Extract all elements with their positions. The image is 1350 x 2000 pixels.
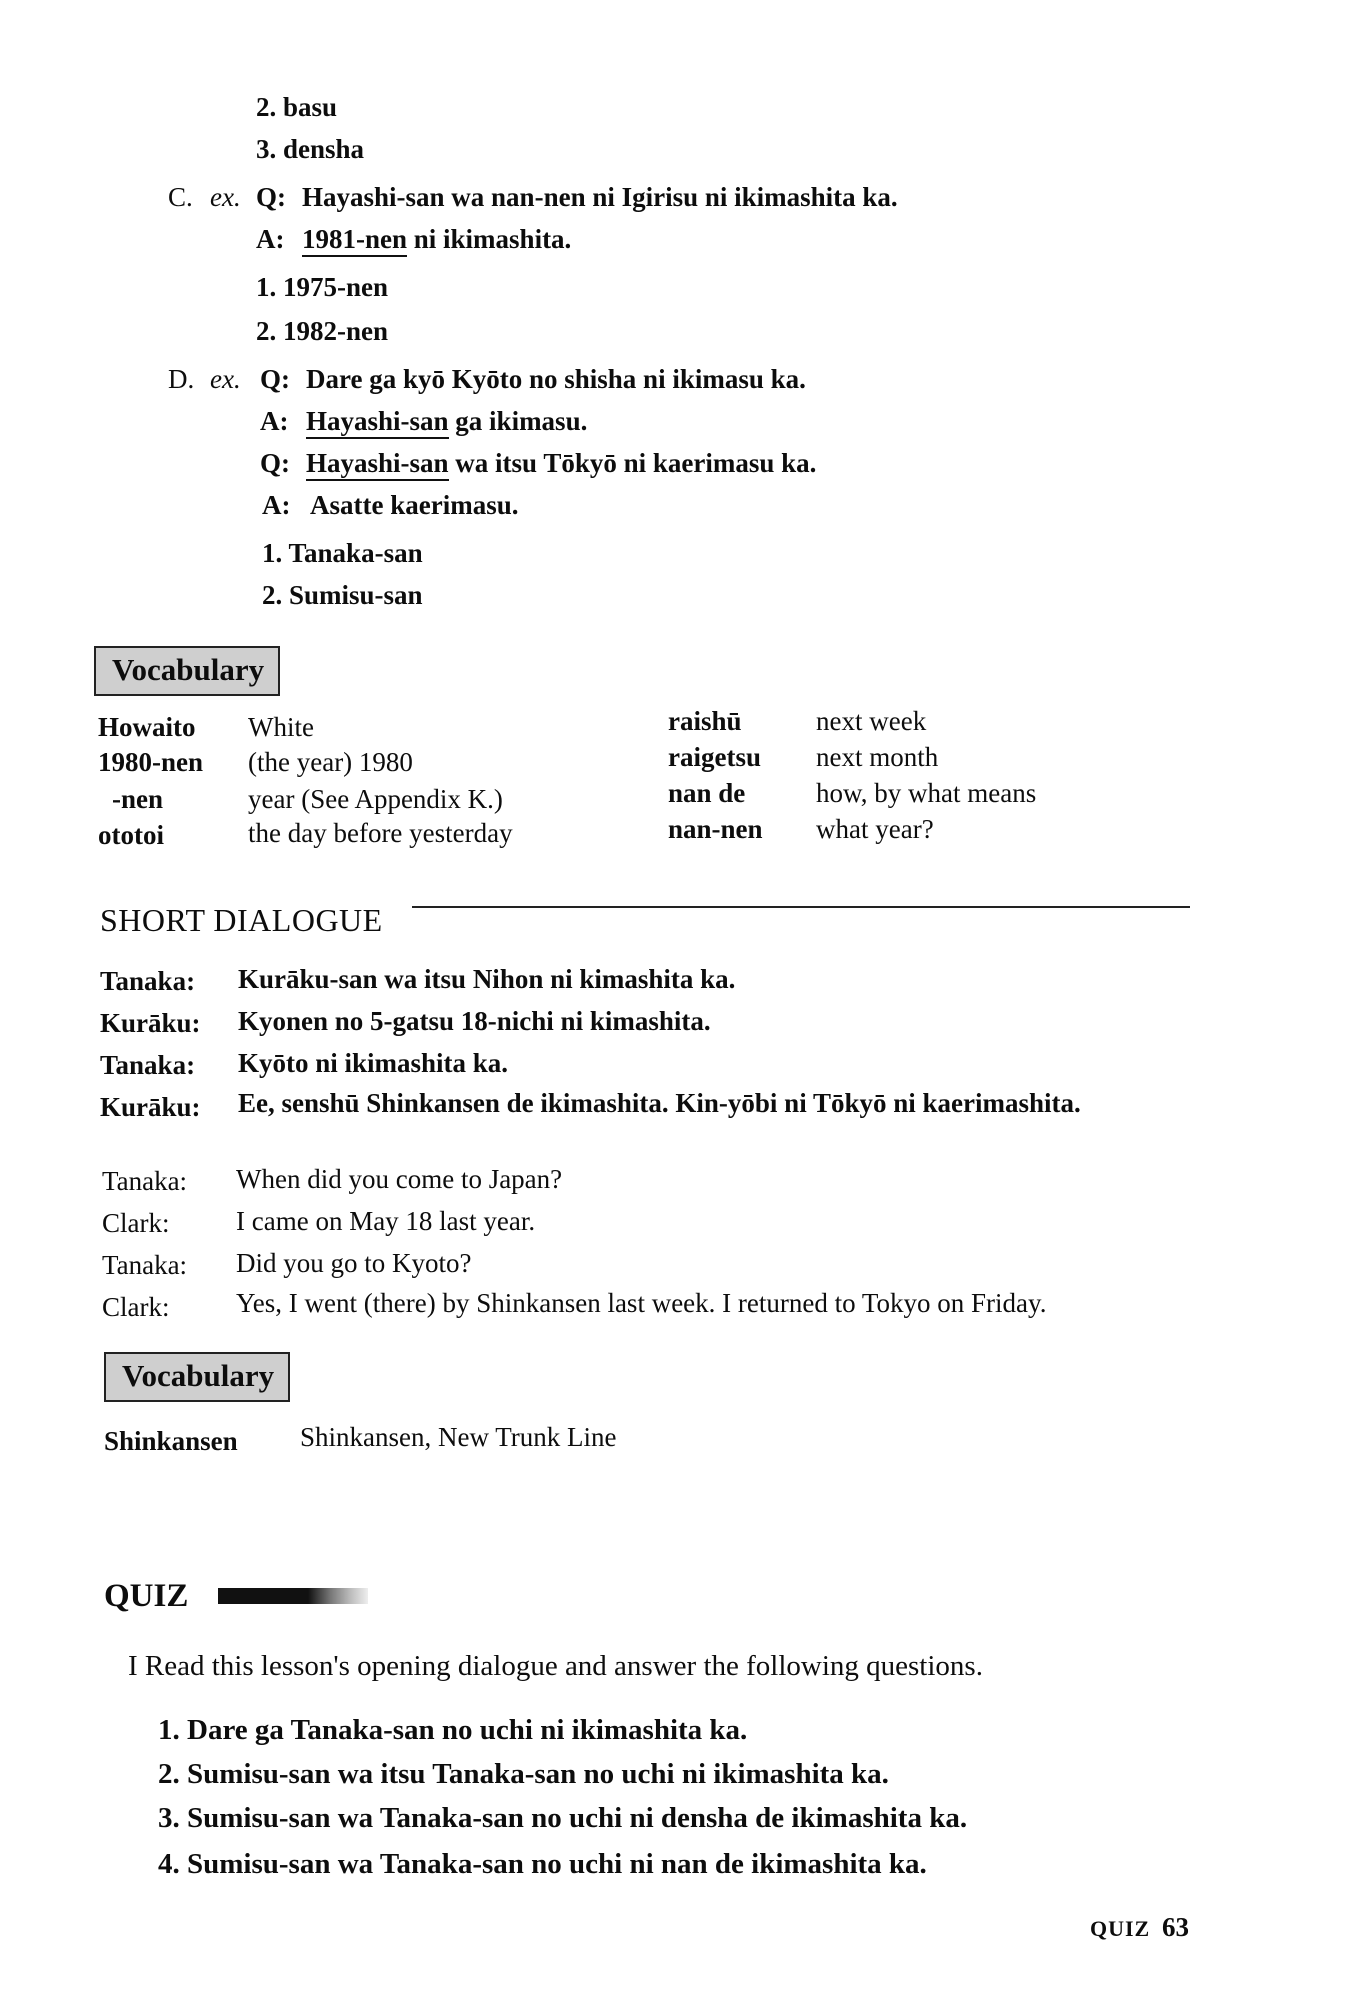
exercise-d-answer-1	[306, 406, 587, 437]
vocab-definition: White	[248, 712, 314, 742]
exercise-d-answer-2: Asatte kaerimasu.	[310, 490, 519, 520]
dialogue-speaker: Tanaka:	[102, 1250, 188, 1280]
vocab-definition: what year?	[816, 814, 934, 844]
exercise-c-answer	[302, 224, 571, 255]
dialogue-speaker: Clark:	[102, 1292, 170, 1322]
dialogue-line: Kyonen no 5-gatsu 18-nichi ni kimashita.	[238, 1006, 711, 1036]
vocab-term: raigetsu	[668, 742, 761, 772]
exercise-c-a-label: A:	[256, 224, 285, 254]
exercise-c-answer-rest: ni ikimashita.	[413, 224, 572, 254]
vocab-term: Howaito	[98, 712, 196, 742]
vocab-term: nan-nen	[668, 814, 763, 844]
dialogue-speaker: Tanaka:	[100, 1050, 196, 1080]
exercise-d-a1-label: A:	[260, 406, 289, 436]
vocabulary-heading: Vocabulary	[94, 646, 280, 696]
vocab-definition: the day before yesterday	[248, 818, 513, 848]
exercise-d-question-2	[306, 448, 816, 479]
running-footer-section: QUIZ	[1090, 1916, 1151, 1941]
exercise-d-item-2: 2. Sumisu-san	[262, 580, 423, 610]
dialogue-speaker: Kurāku:	[100, 1092, 201, 1122]
exercise-c-q-label: Q:	[256, 182, 286, 212]
dialogue-line: Kurāku-san wa itsu Nihon ni kimashita ka.	[238, 964, 736, 994]
vocab-term: ototoi	[98, 820, 164, 850]
vocab-term: Shinkansen	[104, 1426, 238, 1456]
heading-rule	[412, 906, 1190, 908]
exercise-d-item-1: 1. Tanaka-san	[262, 538, 423, 568]
exercise-d-question-2-rest: wa itsu Tōkyō ni kaerimasu ka.	[455, 448, 817, 478]
exercise-d-answer-1-underlined: Hayashi-san	[306, 406, 449, 439]
quiz-question: 4. Sumisu-san wa Tanaka-san no uchi ni nan de ikimashita ka.	[158, 1848, 927, 1880]
short-dialogue-heading: SHORT DIALOGUE	[100, 902, 383, 938]
exercise-c-question: Hayashi-san wa nan-nen ni Igirisu ni ikimashita ka.	[302, 182, 898, 212]
vocab-definition: next month	[816, 742, 939, 772]
dialogue-speaker: Clark:	[102, 1208, 170, 1238]
dialogue-speaker: Tanaka:	[100, 966, 196, 996]
quiz-heading: QUIZ	[104, 1578, 189, 1614]
dialogue-line: Did you go to Kyoto?	[236, 1248, 472, 1278]
quiz-heading-bar	[218, 1588, 368, 1604]
vocab-term: 1980-nen	[98, 747, 204, 777]
dialogue-speaker: Tanaka:	[102, 1166, 188, 1196]
exercise-d-q1-label: Q:	[260, 364, 290, 394]
exercise-b-item-2: 2. basu	[256, 92, 338, 122]
exercise-c-answer-underlined: 1981-nen	[302, 224, 407, 257]
page-number: 63	[1162, 1912, 1189, 1942]
exercise-d-a2-label: A:	[262, 490, 291, 520]
exercise-d-q2-label: Q:	[260, 448, 290, 478]
vocabulary-heading: Vocabulary	[104, 1352, 290, 1402]
dialogue-line: I came on May 18 last year.	[236, 1206, 536, 1236]
vocab-term: nan de	[668, 778, 746, 808]
exercise-c-ex-label: ex.	[210, 182, 241, 212]
exercise-c-item-1: 1. 1975-nen	[256, 272, 389, 302]
vocab-term: raishū	[668, 706, 742, 736]
exercise-d-answer-1-rest: ga ikimasu.	[455, 406, 588, 436]
exercise-d-question-1: Dare ga kyō Kyōto no shisha ni ikimasu ka.	[306, 364, 806, 394]
quiz-question: 2. Sumisu-san wa itsu Tanaka-san no uchi ni ikimashita ka.	[158, 1758, 889, 1790]
vocab-definition: Shinkansen, New Trunk Line	[300, 1422, 617, 1452]
exercise-b-item-3: 3. densha	[256, 134, 365, 164]
exercise-d-ex-label: ex.	[210, 364, 241, 394]
dialogue-speaker: Kurāku:	[100, 1008, 201, 1038]
exercise-c-letter: C.	[168, 182, 193, 212]
exercise-c-item-2: 2. 1982-nen	[256, 316, 389, 346]
dialogue-line: Ee, senshū Shinkansen de ikimashita. Kin-yōbi ni Tōkyō ni kaerimashita.	[238, 1088, 1081, 1118]
quiz-question: 3. Sumisu-san wa Tanaka-san no uchi ni densha de ikimashita ka.	[158, 1802, 968, 1834]
dialogue-line: Kyōto ni ikimashita ka.	[238, 1048, 509, 1078]
exercise-d-question-2-underlined: Hayashi-san	[306, 448, 449, 481]
quiz-instruction: I Read this lesson's opening dialogue and answer the following questions.	[128, 1650, 983, 1682]
vocab-definition: year (See Appendix K.)	[248, 784, 503, 814]
vocab-definition: how, by what means	[816, 778, 1037, 808]
quiz-question: 1. Dare ga Tanaka-san no uchi ni ikimashita ka.	[158, 1714, 748, 1746]
dialogue-line: When did you come to Japan?	[236, 1164, 563, 1194]
vocab-definition: next week	[816, 706, 927, 736]
vocab-term: -nen	[112, 784, 164, 814]
vocab-definition: (the year) 1980	[248, 747, 413, 777]
exercise-d-letter: D.	[168, 364, 195, 394]
dialogue-line: Yes, I went (there) by Shinkansen last week. I returned to Tokyo on Friday.	[236, 1288, 1047, 1318]
